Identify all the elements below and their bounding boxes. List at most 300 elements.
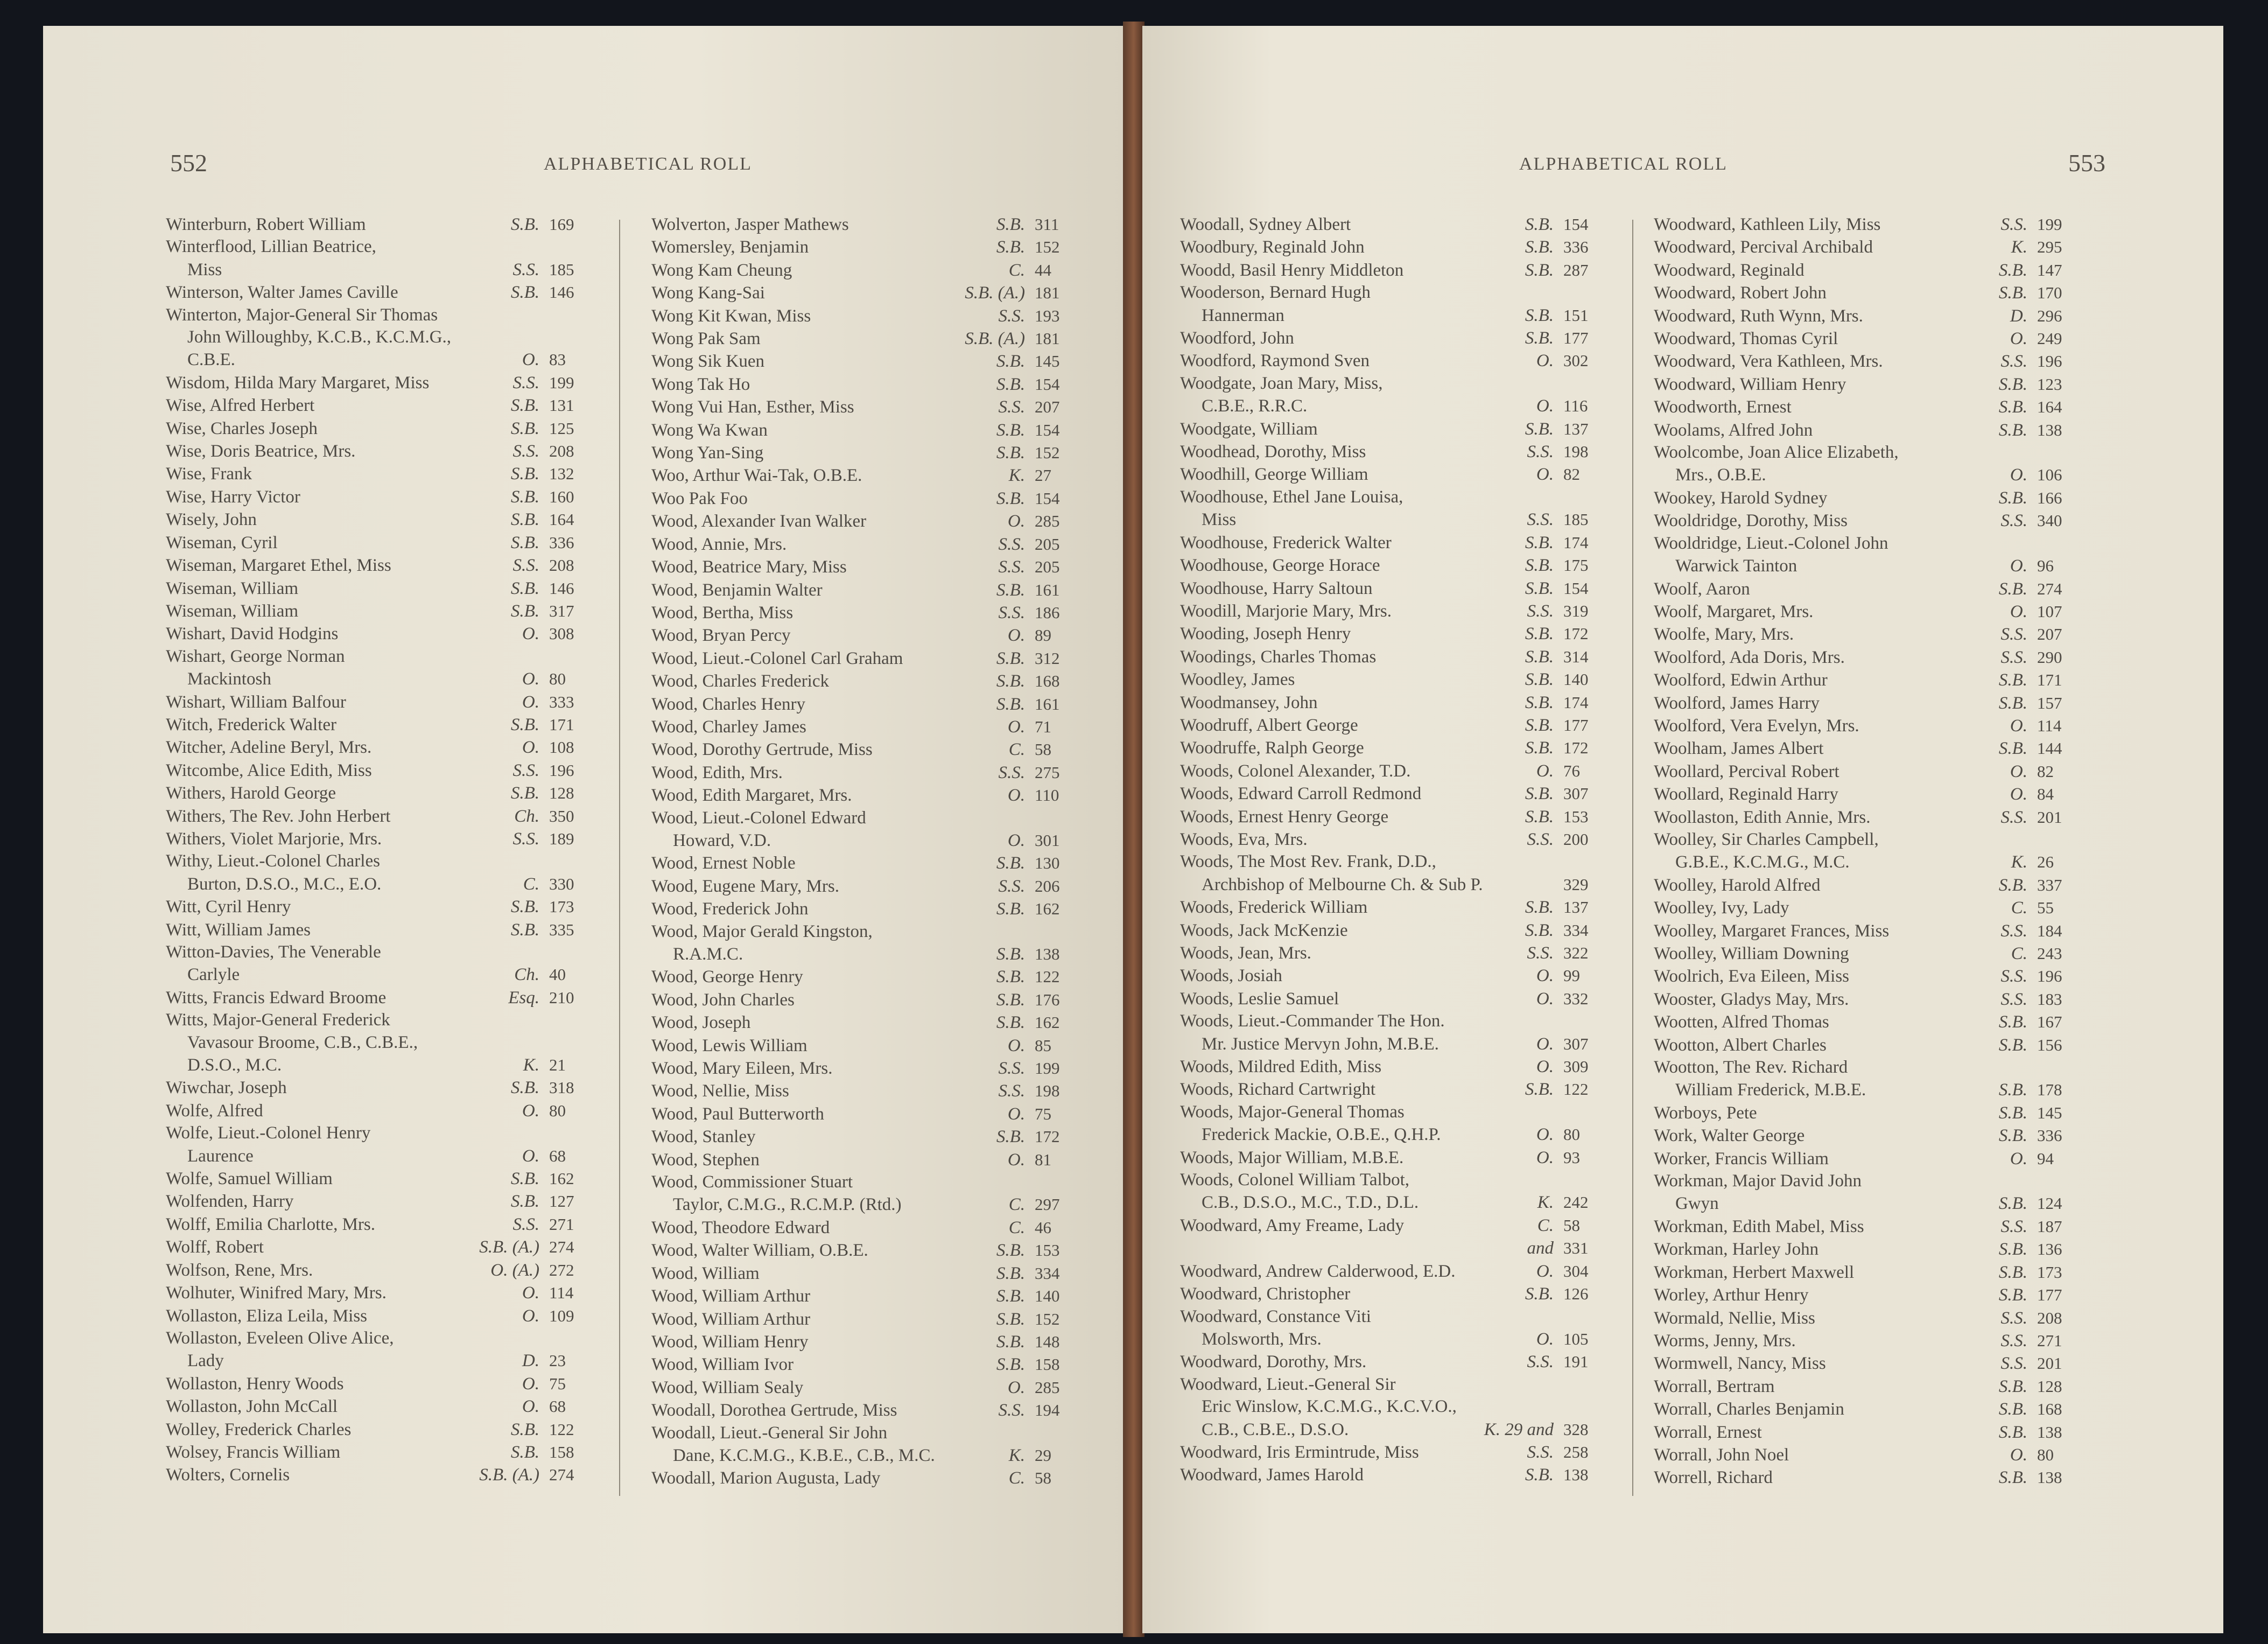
entry-name: Woodward, Dorothy, Mrs. bbox=[1180, 1352, 1367, 1372]
entry-name: Woolley, William Downing bbox=[1654, 944, 1849, 963]
roll-entry bbox=[1180, 1214, 1611, 1237]
entry-service: S.B. bbox=[1998, 260, 2027, 280]
entry-service: S.B. bbox=[1525, 1080, 1554, 1100]
roll-entry bbox=[1180, 1123, 1611, 1146]
entry-name: Wood, Stanley bbox=[651, 1127, 756, 1147]
entry-page: 146 bbox=[549, 578, 574, 598]
entry-page: 177 bbox=[1563, 328, 1589, 348]
entry-service: O. bbox=[1007, 1150, 1025, 1170]
left-column-1 bbox=[166, 213, 596, 1487]
roll-entry bbox=[1654, 1148, 2084, 1170]
entry-service: S.B. bbox=[1998, 1285, 2027, 1305]
entry-service: S.S. bbox=[998, 1059, 1025, 1079]
entry-page: 114 bbox=[549, 1283, 574, 1303]
entry-service: S.B. bbox=[510, 1192, 539, 1212]
entry-service: S.B. bbox=[996, 1013, 1025, 1033]
entry-page: 290 bbox=[2037, 647, 2062, 667]
entry-page: 173 bbox=[549, 897, 574, 917]
entry-page: 168 bbox=[1035, 671, 1060, 691]
roll-entry bbox=[1654, 715, 2084, 737]
roll-entry bbox=[1180, 304, 1611, 327]
entry-service: C. bbox=[1008, 740, 1025, 760]
entry-name: Woodward, Lieut.-General Sir bbox=[1180, 1374, 1396, 1394]
roll-entry bbox=[651, 236, 1082, 258]
entry-page: 55 bbox=[2037, 898, 2054, 918]
entry-name: Woodward, Amy Freame, Lady bbox=[1180, 1215, 1405, 1235]
entry-service: O. bbox=[1007, 1377, 1025, 1397]
roll-entry bbox=[166, 736, 596, 759]
entry-page: 75 bbox=[1035, 1104, 1051, 1123]
entry-page: 322 bbox=[1563, 943, 1589, 962]
entry-name: Laurence bbox=[187, 1146, 254, 1166]
entry-service: K. bbox=[1537, 1193, 1554, 1213]
roll-entry bbox=[1654, 487, 2084, 509]
entry-service: S.B. bbox=[1998, 420, 2027, 440]
entry-service: S.B. bbox=[1525, 533, 1554, 552]
entry-page: 138 bbox=[2037, 1422, 2062, 1442]
roll-entry bbox=[651, 875, 1082, 898]
entry-name: Winterflood, Lillian Beatrice, bbox=[166, 237, 376, 257]
roll-entry bbox=[651, 989, 1082, 1011]
roll-entry bbox=[1180, 1418, 1611, 1441]
entry-service: S.B. bbox=[1998, 739, 2027, 759]
entry-name: Wood, Charles Henry bbox=[651, 694, 806, 714]
entry-name: Woolf, Margaret, Mrs. bbox=[1654, 601, 1814, 621]
entry-name: Woods, Jack McKenzie bbox=[1180, 920, 1348, 940]
entry-name: Workman, Herbert Maxwell bbox=[1654, 1262, 1855, 1282]
entry-page: 46 bbox=[1035, 1218, 1051, 1237]
roll-entry bbox=[1654, 1079, 2084, 1101]
entry-page: 285 bbox=[1035, 512, 1060, 531]
entry-page: 94 bbox=[2037, 1149, 2054, 1168]
entry-service: S.B. bbox=[1525, 920, 1554, 940]
entry-page: 158 bbox=[1035, 1355, 1060, 1374]
entry-page: 174 bbox=[1563, 692, 1589, 712]
entry-service: S.B. bbox=[1998, 283, 2027, 303]
entry-name: Woolford, Edwin Arthur bbox=[1654, 670, 1828, 690]
entry-page: 275 bbox=[1035, 762, 1060, 782]
entry-page: 272 bbox=[549, 1260, 574, 1279]
entry-name: Wood, Paul Butterworth bbox=[651, 1104, 824, 1124]
entry-page: 199 bbox=[2037, 215, 2062, 234]
roll-entry bbox=[1180, 851, 1611, 873]
entry-page: 173 bbox=[2037, 1262, 2062, 1282]
roll-entry bbox=[1180, 236, 1611, 258]
entry-service: S.B. bbox=[510, 920, 539, 940]
roll-entry bbox=[1654, 760, 2084, 783]
roll-entry bbox=[166, 919, 596, 941]
entry-name: Woodall, Dorothea Gertrude, Miss bbox=[651, 1401, 897, 1421]
entry-page: 83 bbox=[549, 350, 566, 369]
entry-service: S.S. bbox=[2000, 807, 2027, 827]
roll-entry bbox=[1654, 305, 2084, 327]
entry-page: 207 bbox=[2037, 625, 2062, 644]
entry-service: S.B. bbox=[1998, 1422, 2027, 1442]
entry-name: Wooldridge, Dorothy, Miss bbox=[1654, 511, 1848, 531]
entry-name: Woodings, Charles Thomas bbox=[1180, 647, 1377, 667]
entry-service: S.B. bbox=[1998, 488, 2027, 508]
roll-entry bbox=[166, 531, 596, 554]
column-rule bbox=[619, 220, 620, 1496]
roll-entry bbox=[1654, 1352, 2084, 1375]
entry-service: D. bbox=[2010, 306, 2027, 326]
entry-service: S.B. bbox=[510, 897, 539, 917]
entry-page: 178 bbox=[2037, 1080, 2062, 1100]
entry-page: 106 bbox=[2037, 465, 2062, 485]
entry-page: 319 bbox=[1563, 601, 1589, 620]
entry-name: Woodbury, Reginald John bbox=[1180, 237, 1365, 257]
roll-entry bbox=[1654, 1330, 2084, 1352]
entry-service: S.B. bbox=[996, 374, 1025, 394]
entry-service: O. bbox=[522, 624, 539, 644]
entry-page: 174 bbox=[1563, 533, 1589, 552]
roll-entry bbox=[166, 963, 596, 986]
entry-page: 158 bbox=[549, 1442, 574, 1461]
entry-page: 81 bbox=[1035, 1150, 1051, 1169]
entry-page: 198 bbox=[1035, 1081, 1060, 1101]
roll-entry bbox=[651, 1262, 1082, 1285]
entry-page: 285 bbox=[1035, 1377, 1060, 1397]
entry-service: S.B. bbox=[1998, 1400, 2027, 1419]
entry-page: 187 bbox=[2037, 1216, 2062, 1236]
entry-page: 169 bbox=[549, 215, 574, 234]
entry-page: 198 bbox=[1563, 442, 1589, 461]
roll-entry bbox=[1180, 828, 1611, 851]
entry-page: 99 bbox=[1563, 966, 1580, 985]
roll-entry bbox=[166, 213, 596, 236]
entry-page: 162 bbox=[1035, 899, 1060, 919]
entry-service: S.S. bbox=[2000, 1331, 2027, 1351]
entry-page: 58 bbox=[1035, 740, 1051, 759]
entry-name: Worley, Arthur Henry bbox=[1654, 1285, 1809, 1305]
entry-name: Wood, William Sealy bbox=[651, 1377, 804, 1397]
entry-service: C. bbox=[2011, 944, 2027, 963]
entry-service: S.B. bbox=[510, 464, 539, 484]
entry-service: O. bbox=[522, 350, 539, 370]
entry-name: Wolverton, Jasper Mathews bbox=[651, 215, 849, 234]
entry-name: Woodford, Raymond Sven bbox=[1180, 351, 1370, 371]
entry-name: Woodruffe, Ralph George bbox=[1180, 738, 1364, 758]
entry-page: 172 bbox=[1035, 1127, 1060, 1146]
entry-page: 152 bbox=[1035, 1309, 1060, 1328]
entry-name: R.A.M.C. bbox=[673, 945, 743, 964]
entry-name: Workman, Major David John bbox=[1654, 1171, 1862, 1191]
entry-name: Wooderson, Bernard Hugh bbox=[1180, 283, 1371, 303]
roll-entry bbox=[1654, 874, 2084, 897]
entry-service: O. bbox=[2010, 329, 2027, 349]
entry-page: 208 bbox=[549, 556, 574, 575]
roll-entry bbox=[1180, 1055, 1611, 1078]
entry-page: 107 bbox=[2037, 601, 2062, 621]
entry-name: Woolford, Ada Doris, Mrs. bbox=[1654, 647, 1845, 667]
entry-name: Wiwchar, Joseph bbox=[166, 1078, 287, 1098]
entry-name: Wong Tak Ho bbox=[651, 374, 750, 394]
entry-service: S.S. bbox=[512, 829, 539, 849]
entry-name: Wollaston, Henry Woods bbox=[166, 1374, 344, 1394]
entry-service: S.B. bbox=[1525, 670, 1554, 690]
roll-entry bbox=[651, 1216, 1082, 1239]
entry-page: 208 bbox=[549, 442, 574, 461]
entry-name: Wood, Lewis William bbox=[651, 1036, 808, 1055]
roll-entry bbox=[1654, 442, 2084, 464]
roll-entry bbox=[1180, 1351, 1611, 1373]
entry-service: S.B. bbox=[510, 578, 539, 598]
entry-name: C.B.E. bbox=[187, 350, 235, 370]
entry-page: 109 bbox=[549, 1306, 574, 1325]
roll-entry bbox=[166, 554, 596, 577]
roll-entry bbox=[1180, 577, 1611, 600]
entry-page: 193 bbox=[1035, 306, 1060, 325]
entry-page: 176 bbox=[1035, 990, 1060, 1009]
entry-page: 145 bbox=[1035, 352, 1060, 371]
entry-name: Woolfe, Mary, Mrs. bbox=[1654, 625, 1794, 645]
roll-entry bbox=[1180, 1396, 1611, 1418]
roll-entry bbox=[1180, 988, 1611, 1010]
roll-entry bbox=[1180, 463, 1611, 486]
entry-name: Woolley, Ivy, Lady bbox=[1654, 898, 1789, 918]
entry-service: O. bbox=[2010, 716, 2027, 736]
entry-service: O. bbox=[1536, 989, 1554, 1009]
roll-entry bbox=[166, 1259, 596, 1282]
entry-service: O. bbox=[522, 1306, 539, 1326]
entry-service: S.B. bbox=[1525, 419, 1554, 439]
entry-page: 302 bbox=[1563, 351, 1589, 370]
entry-name: Frederick Mackie, O.B.E., Q.H.P. bbox=[1202, 1125, 1441, 1145]
roll-entry bbox=[1180, 554, 1611, 577]
entry-service: S.B. bbox=[1525, 692, 1554, 712]
entry-page: 167 bbox=[2037, 1012, 2062, 1032]
roll-entry bbox=[1180, 1283, 1611, 1305]
roll-entry bbox=[1180, 896, 1611, 919]
roll-entry bbox=[1654, 1466, 2084, 1489]
roll-entry bbox=[651, 464, 1082, 487]
entry-page: 124 bbox=[2037, 1194, 2062, 1213]
entry-service: O. bbox=[2010, 785, 2027, 804]
entry-page: 307 bbox=[1563, 784, 1589, 803]
entry-page: 307 bbox=[1563, 1034, 1589, 1053]
entry-page: 199 bbox=[1035, 1059, 1060, 1078]
roll-entry bbox=[651, 305, 1082, 327]
entry-page: 122 bbox=[549, 1419, 574, 1439]
entry-service: S.B. bbox=[996, 1263, 1025, 1283]
entry-name: Woodward, Christopher bbox=[1180, 1284, 1351, 1304]
roll-entry bbox=[166, 713, 596, 736]
entry-name: Woods, Ernest Henry George bbox=[1180, 807, 1389, 827]
entry-service: O. bbox=[522, 1374, 539, 1394]
entry-name: Mackintosh bbox=[187, 669, 271, 689]
roll-entry bbox=[1180, 1191, 1611, 1214]
entry-service: S.S. bbox=[998, 1081, 1025, 1101]
roll-entry bbox=[166, 258, 596, 281]
roll-entry bbox=[1180, 1101, 1611, 1123]
entry-name: Wood, Commissioner Stuart bbox=[651, 1172, 853, 1192]
entry-service: S.B. bbox=[1998, 579, 2027, 599]
entry-page: 138 bbox=[1563, 1465, 1589, 1485]
entry-page: 297 bbox=[1035, 1195, 1060, 1214]
entry-service: O. bbox=[522, 1397, 539, 1417]
entry-name: Woolley, Margaret Frances, Miss bbox=[1654, 921, 1890, 941]
entry-page: 196 bbox=[2037, 352, 2062, 371]
entry-service: S.S. bbox=[1527, 442, 1554, 462]
entry-name: Woods, Frederick William bbox=[1180, 898, 1368, 918]
entry-page: 318 bbox=[549, 1078, 574, 1097]
entry-service: S.S. bbox=[512, 556, 539, 576]
roll-entry bbox=[166, 304, 596, 326]
roll-entry bbox=[166, 1032, 596, 1054]
roll-entry bbox=[166, 1464, 596, 1486]
roll-entry bbox=[651, 1239, 1082, 1262]
entry-page: 21 bbox=[549, 1055, 566, 1075]
entry-name: Woods, Jean, Mrs. bbox=[1180, 943, 1311, 963]
right-column-2 bbox=[1654, 213, 2084, 1489]
entry-service: S.B. bbox=[1525, 556, 1554, 576]
entry-service: S.B. bbox=[1998, 1194, 2027, 1214]
entry-service: S.S. bbox=[512, 760, 539, 780]
entry-name: Woo, Arthur Wai-Tak, O.B.E. bbox=[651, 466, 862, 486]
entry-page: 85 bbox=[1035, 1036, 1051, 1055]
entry-service: S.S. bbox=[998, 534, 1025, 554]
roll-entry bbox=[1180, 873, 1611, 896]
entry-service: C. bbox=[1008, 1195, 1025, 1215]
roll-entry bbox=[651, 921, 1082, 943]
entry-service: S.B. bbox=[510, 1419, 539, 1439]
roll-entry bbox=[166, 1100, 596, 1122]
entry-page: 75 bbox=[549, 1374, 566, 1393]
entry-name: Woollard, Percival Robert bbox=[1654, 761, 1839, 781]
entry-name: Worms, Jenny, Mrs. bbox=[1654, 1331, 1796, 1351]
entry-page: 350 bbox=[549, 806, 574, 826]
entry-service: K. bbox=[2011, 237, 2027, 257]
entry-page: 127 bbox=[549, 1192, 574, 1211]
entry-service: and bbox=[1527, 1239, 1554, 1258]
entry-service: S.S. bbox=[2000, 215, 2027, 234]
entry-page: 138 bbox=[2037, 1468, 2062, 1487]
roll-entry bbox=[651, 647, 1082, 670]
roll-entry bbox=[651, 1011, 1082, 1034]
roll-entry bbox=[1654, 1421, 2084, 1444]
entry-page: 329 bbox=[1563, 875, 1589, 894]
entry-name: Woodward, Robert John bbox=[1654, 283, 1827, 303]
entry-service: S.B. bbox=[1525, 1284, 1554, 1304]
entry-service: O. bbox=[2010, 465, 2027, 485]
entry-page: 337 bbox=[2037, 875, 2062, 894]
entry-page: 154 bbox=[1035, 420, 1060, 439]
roll-entry bbox=[1654, 1057, 2084, 1079]
entry-service: S.B. bbox=[996, 1127, 1025, 1147]
entry-name: Wise, Doris Beatrice, Mrs. bbox=[166, 442, 356, 461]
roll-entry bbox=[1654, 851, 2084, 873]
entry-page: 162 bbox=[1035, 1013, 1060, 1032]
entry-name: Woodmansey, John bbox=[1180, 692, 1318, 712]
entry-page: 26 bbox=[2037, 852, 2054, 872]
roll-entry bbox=[166, 1076, 596, 1099]
entry-service: S.B. bbox=[1525, 715, 1554, 735]
roll-entry bbox=[166, 896, 596, 918]
entry-service: O. bbox=[2010, 601, 2027, 621]
entry-page: 27 bbox=[1035, 466, 1051, 485]
roll-entry bbox=[1180, 1237, 1611, 1260]
entry-service: K. bbox=[523, 1055, 539, 1075]
roll-entry bbox=[1180, 737, 1611, 759]
entry-name: Woodgate, William bbox=[1180, 419, 1318, 439]
roll-entry bbox=[651, 373, 1082, 396]
entry-service: S.B. bbox=[996, 580, 1025, 600]
entry-page: 186 bbox=[1035, 603, 1060, 622]
roll-entry bbox=[1654, 623, 2084, 646]
entry-page: 162 bbox=[549, 1169, 574, 1188]
roll-entry bbox=[651, 396, 1082, 418]
entry-service: S.B. bbox=[510, 487, 539, 507]
entry-name: Wood, Bertha, Miss bbox=[651, 603, 794, 622]
entry-name: Woodward, Ruth Wynn, Mrs. bbox=[1654, 306, 1863, 326]
left-page bbox=[43, 26, 1125, 1633]
entry-name: Howard, V.D. bbox=[673, 830, 771, 850]
entry-service: O. bbox=[522, 1146, 539, 1166]
entry-name: Wootten, Alfred Thomas bbox=[1654, 1012, 1829, 1032]
entry-service: S.B. bbox=[510, 418, 539, 438]
roll-entry bbox=[1180, 440, 1611, 463]
entry-name: Mr. Justice Mervyn John, M.B.E. bbox=[1202, 1034, 1439, 1054]
entry-name: Wishart, David Hodgins bbox=[166, 624, 339, 644]
entry-name: D.S.O., M.C. bbox=[187, 1055, 282, 1075]
entry-page: 80 bbox=[2037, 1445, 2054, 1464]
column-rule bbox=[1632, 220, 1633, 1496]
entry-page: 147 bbox=[2037, 260, 2062, 279]
entry-page: 76 bbox=[1563, 761, 1580, 780]
entry-service: S.B. bbox=[996, 990, 1025, 1010]
roll-entry bbox=[166, 1373, 596, 1395]
roll-entry bbox=[166, 622, 596, 645]
entry-page: 196 bbox=[549, 760, 574, 780]
entry-name: Burton, D.S.O., M.C., E.O. bbox=[187, 874, 382, 894]
entry-service: S.B. bbox=[1998, 875, 2027, 895]
entry-name: Woods, Eva, Mrs. bbox=[1180, 829, 1308, 849]
roll-entry bbox=[166, 372, 596, 394]
entry-service: S.B. bbox=[996, 488, 1025, 508]
entry-name: Wollaston, Eveleen Olive Alice, bbox=[166, 1328, 394, 1348]
entry-service: O. bbox=[1007, 1104, 1025, 1124]
entry-page: 308 bbox=[549, 624, 574, 643]
entry-name: John Willoughby, K.C.B., K.C.M.G., bbox=[187, 327, 452, 347]
entry-page: 336 bbox=[2037, 1126, 2062, 1145]
entry-name: Woodall, Lieut.-General Sir John bbox=[651, 1423, 888, 1443]
entry-service: S.B. bbox=[510, 396, 539, 416]
entry-name: Witcombe, Alice Edith, Miss bbox=[166, 760, 372, 780]
entry-name: Wiseman, William bbox=[166, 578, 299, 598]
entry-name: Wong Wa Kwan bbox=[651, 420, 768, 440]
entry-service: C. bbox=[1008, 1218, 1025, 1237]
entry-name: Woodhead, Dorothy, Miss bbox=[1180, 442, 1366, 462]
entry-name: Wiseman, Cyril bbox=[166, 533, 278, 552]
entry-name: Worboys, Pete bbox=[1654, 1103, 1757, 1123]
entry-page: 82 bbox=[2037, 761, 2054, 781]
entry-name: Witton-Davies, The Venerable bbox=[166, 942, 381, 962]
entry-service: S.B. bbox=[510, 601, 539, 621]
entry-page: 80 bbox=[1563, 1125, 1580, 1144]
entry-name: Wolley, Frederick Charles bbox=[166, 1419, 352, 1439]
entry-name: Woods, Lieut.-Commander The Hon. bbox=[1180, 1011, 1445, 1031]
entry-name: Wood, Theodore Edward bbox=[651, 1218, 830, 1237]
roll-entry bbox=[1180, 1328, 1611, 1351]
entry-service: S.B. bbox=[1998, 670, 2027, 690]
roll-entry bbox=[166, 987, 596, 1009]
entry-name: Wood, Nellie, Miss bbox=[651, 1081, 789, 1101]
entry-page: 116 bbox=[1563, 396, 1588, 416]
roll-entry bbox=[1180, 213, 1611, 236]
entry-service: S.B. bbox=[510, 510, 539, 530]
entry-name: Miss bbox=[1202, 510, 1237, 530]
roll-entry bbox=[1654, 1215, 2084, 1238]
